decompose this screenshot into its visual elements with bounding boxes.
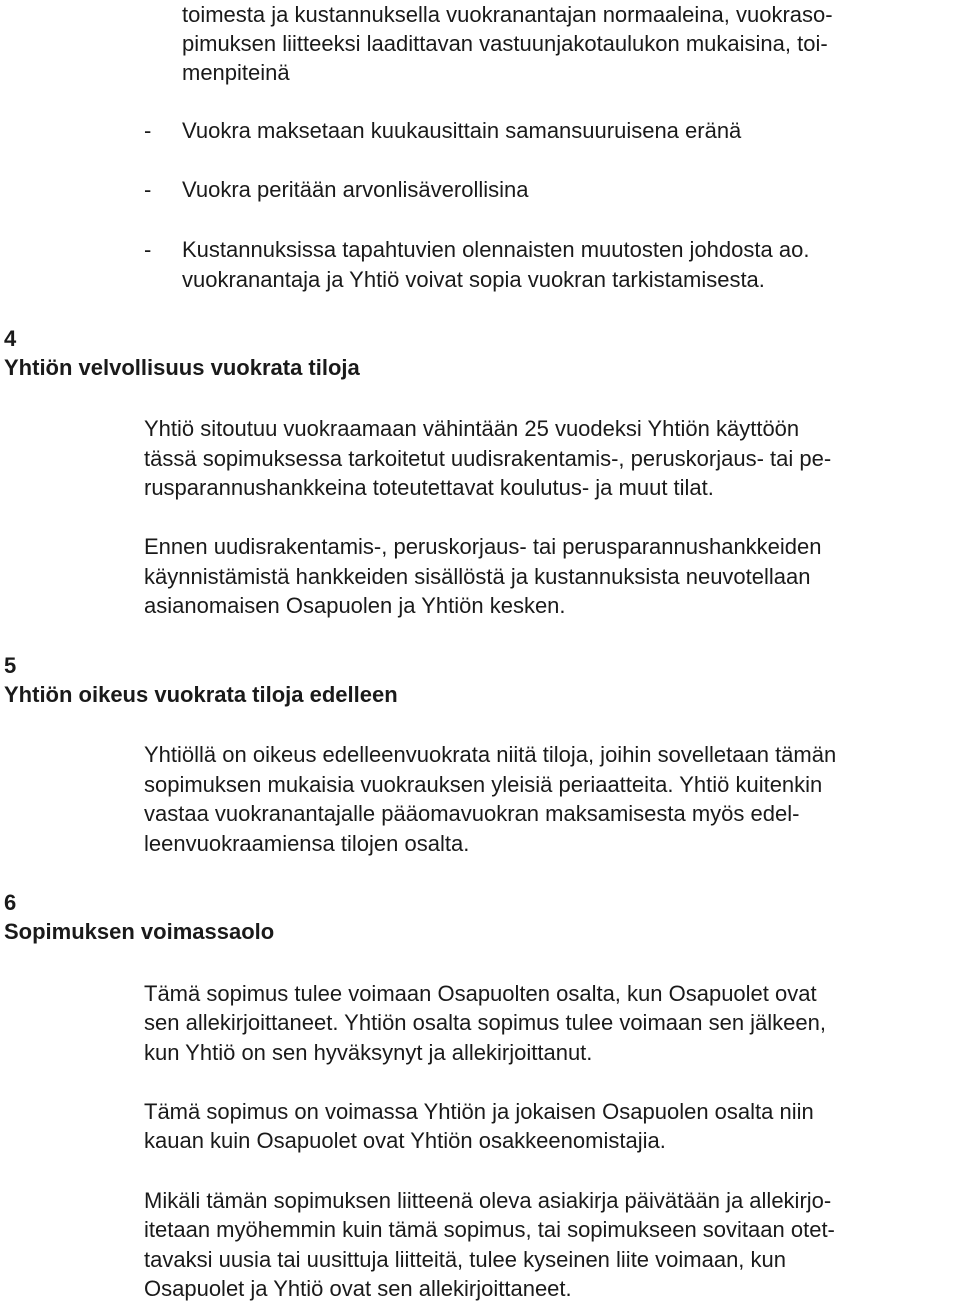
intro-line: pimuksen liitteeksi laadittavan vastuunjakotaulukon mukaisina, toi-: [182, 31, 828, 56]
paragraph-line: kun Yhtiö on sen hyväksynyt ja allekirjoittanut.: [144, 1040, 593, 1065]
bullet-text: Vuokra peritään arvonlisäverollisina: [182, 177, 529, 202]
bullet-text: vuokranantaja ja Yhtiö voivat sopia vuokran tarkistamisesta.: [182, 267, 765, 292]
section-number: 6: [4, 890, 17, 915]
paragraph-line: Mikäli tämän sopimuksen liitteenä oleva asiakirja päivätään ja allekirjo-: [144, 1188, 832, 1213]
bullet-text: Vuokra maksetaan kuukausittain samansuuruisena eränä: [182, 118, 742, 143]
section-title: Yhtiön velvollisuus vuokrata tiloja: [4, 355, 360, 380]
intro-line: toimesta ja kustannuksella vuokranantajan normaaleina, vuokraso-: [182, 2, 833, 27]
paragraph-line: asianomaisen Osapuolen ja Yhtiön kesken.: [144, 593, 566, 618]
paragraph-line: sen allekirjoittaneet. Yhtiön osalta sopimus tulee voimaan sen jälkeen,: [144, 1010, 826, 1035]
paragraph-line: Yhtiö sitoutuu vuokraamaan vähintään 25 vuodeksi Yhtiön käyttöön: [144, 416, 800, 441]
paragraph-line: tässä sopimuksessa tarkoitetut uudisrakentamis-, peruskorjaus- tai pe-: [144, 446, 832, 471]
paragraph-line: sopimuksen mukaisia vuokrauksen yleisiä periaatteita. Yhtiö kuitenkin: [144, 772, 823, 797]
paragraph-line: Ennen uudisrakentamis-, peruskorjaus- tai perusparannushankkeiden: [144, 534, 822, 559]
paragraph-line: leenvuokraamiensa tilojen osalta.: [144, 831, 470, 856]
bullet-dash: -: [144, 237, 152, 262]
section-title: Yhtiön oikeus vuokrata tiloja edelleen: [4, 682, 398, 707]
bullet-text: Kustannuksissa tapahtuvien olennaisten muutosten johdosta ao.: [182, 237, 810, 262]
section-title: Sopimuksen voimassaolo: [4, 919, 275, 944]
paragraph-line: tavaksi uusia tai uusittuja liitteitä, tulee kyseinen liite voimaan, kun: [144, 1247, 787, 1272]
bullet-dash: -: [144, 177, 152, 202]
paragraph-line: käynnistämistä hankkeiden sisällöstä ja kustannuksista neuvotellaan: [144, 564, 811, 589]
paragraph-line: itetaan myöhemmin kuin tämä sopimus, tai sopimukseen sovitaan otet-: [144, 1217, 835, 1242]
paragraph-line: Tämä sopimus tulee voimaan Osapuolten osalta, kun Osapuolet ovat: [144, 981, 817, 1006]
paragraph-line: Osapuolet ja Yhtiö ovat sen allekirjoittaneet.: [144, 1276, 572, 1301]
paragraph-line: rusparannushankkeina toteutettavat koulutus- ja muut tilat.: [144, 475, 714, 500]
intro-line: menpiteinä: [182, 60, 290, 85]
paragraph-line: Yhtiöllä on oikeus edelleenvuokrata niitä tiloja, joihin sovelletaan tämän: [144, 742, 837, 767]
paragraph-line: kauan kuin Osapuolet ovat Yhtiön osakkeenomistajia.: [144, 1128, 666, 1153]
paragraph-line: Tämä sopimus on voimassa Yhtiön ja jokaisen Osapuolen osalta niin: [144, 1099, 814, 1124]
section-number: 5: [4, 653, 17, 678]
section-number: 4: [4, 326, 17, 351]
bullet-dash: -: [144, 118, 152, 143]
paragraph-line: vastaa vuokranantajalle pääomavuokran maksamisesta myös edel-: [144, 801, 800, 826]
